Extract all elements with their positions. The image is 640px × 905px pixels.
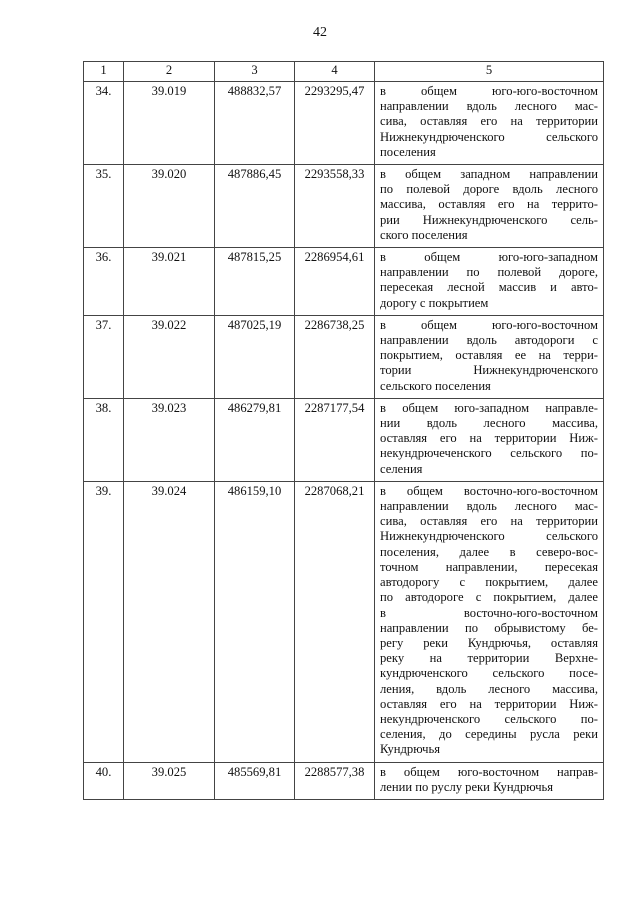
description-line: направлении вдоль лесного мас- <box>380 499 598 514</box>
header-cell: 2 <box>124 62 215 82</box>
point-code: 39.022 <box>124 315 215 398</box>
description-line: по полевой дороге вдоль лесного <box>380 182 598 197</box>
description-line: некундрюченского сельского по- <box>380 711 598 726</box>
description-line: точном направлении, пересекая <box>380 559 598 574</box>
description-line: направлении вдоль автодороги с <box>380 333 598 348</box>
description-line: реку на территории Верхне- <box>380 651 598 666</box>
description-line: в общем юго-юго-восточном <box>380 317 598 332</box>
description-line: в общем юго-юго-восточном <box>380 84 598 98</box>
description-line: Кундрючья <box>380 742 440 757</box>
description-line: направлении по полевой дороге, <box>380 265 598 280</box>
description-line: в общем западном направлении <box>380 167 598 182</box>
table-row <box>84 481 604 762</box>
description-line: сива, оставляя его на территории <box>380 114 598 129</box>
description-line: селения <box>380 461 423 476</box>
row-number: 35. <box>84 165 124 248</box>
coordinate-y: 2287177,54 <box>295 398 375 481</box>
table-row <box>84 248 604 316</box>
description-line: селения, до середины русла реки <box>380 727 598 742</box>
description-line: Нижнекундрюченского сельского <box>380 129 598 144</box>
description-line: нии вдоль лесного массива, <box>380 416 598 431</box>
coordinate-x: 488832,57 <box>215 82 295 165</box>
description-line: кундрюченского сельского посе- <box>380 666 598 681</box>
coordinate-x: 487886,45 <box>215 165 295 248</box>
table-row <box>84 165 604 248</box>
description-line: в общем восточно-юго-восточном <box>380 483 598 498</box>
point-code: 39.020 <box>124 165 215 248</box>
table-row <box>84 762 604 799</box>
coordinate-y: 2286954,61 <box>295 248 375 316</box>
table-header-row <box>84 62 604 82</box>
coordinate-y: 2286738,25 <box>295 315 375 398</box>
description-line: дорогу с покрытием <box>380 295 489 310</box>
point-code: 39.021 <box>124 248 215 316</box>
description-line: в общем юго-восточном направ- <box>380 764 598 779</box>
boundary-points-table <box>83 61 604 800</box>
description-line: покрытием, оставляя ее на терри- <box>380 348 598 363</box>
coordinate-y: 2293295,47 <box>295 82 375 165</box>
description-line: некундрючеченского сельского по- <box>380 446 598 461</box>
description-line: ления, вдоль лесного массива, <box>380 681 598 696</box>
coordinate-x: 485569,81 <box>215 762 295 799</box>
coordinate-x: 486279,81 <box>215 398 295 481</box>
description-line: массива, оставляя его на террито- <box>380 197 598 212</box>
coordinate-x: 487815,25 <box>215 248 295 316</box>
header-cell: 1 <box>84 62 124 82</box>
boundary-description <box>375 398 604 481</box>
description-line: тории Нижнекундрюченского <box>380 363 598 378</box>
description-line: направлении вдоль лесного мас- <box>380 99 598 114</box>
boundary-description <box>375 762 604 799</box>
description-line: пересекая лесной массив и авто- <box>380 280 598 295</box>
coordinate-y: 2287068,21 <box>295 481 375 762</box>
boundary-description <box>375 315 604 398</box>
coordinate-x: 486159,10 <box>215 481 295 762</box>
description-line: в восточно-юго-восточном <box>380 605 598 620</box>
row-number: 40. <box>84 762 124 799</box>
row-number: 39. <box>84 481 124 762</box>
table-row <box>84 82 604 165</box>
boundary-description <box>375 248 604 316</box>
description-line: оставляя его на территории Ниж- <box>380 696 598 711</box>
description-line: в общем юго-юго-западном <box>380 250 598 265</box>
table-row <box>84 315 604 398</box>
description-line: Нижнекундрюченского сельского <box>380 529 598 544</box>
coordinate-y: 2288577,38 <box>295 762 375 799</box>
header-cell: 4 <box>295 62 375 82</box>
row-number: 36. <box>84 248 124 316</box>
description-line: в общем юго-западном направле- <box>380 400 598 415</box>
point-code: 39.023 <box>124 398 215 481</box>
point-code: 39.024 <box>124 481 215 762</box>
description-line: сива, оставляя его на территории <box>380 514 598 529</box>
description-line: автодорогу с покрытием, далее <box>380 575 598 590</box>
coordinate-x: 487025,19 <box>215 315 295 398</box>
boundary-description <box>375 82 604 165</box>
description-line: регу реки Кундрючья, оставляя <box>380 635 598 650</box>
header-cell: 3 <box>215 62 295 82</box>
boundary-description <box>375 481 604 762</box>
boundary-description <box>375 165 604 248</box>
coordinate-y: 2293558,33 <box>295 165 375 248</box>
row-number: 38. <box>84 398 124 481</box>
description-line: сельского поселения <box>380 378 491 393</box>
row-number: 37. <box>84 315 124 398</box>
description-line: поселения <box>380 144 436 159</box>
description-line: поселения, далее в северо-вос- <box>380 544 598 559</box>
header-cell: 5 <box>375 62 604 82</box>
table-row <box>84 398 604 481</box>
description-line: ского поселения <box>380 227 468 242</box>
description-line: рии Нижнекундрюченского сель- <box>380 212 598 227</box>
page-number: 42 <box>313 25 327 40</box>
description-line: лении по руслу реки Кундрючья <box>380 779 554 794</box>
description-line: по автодороге с покрытием, далее <box>380 590 598 605</box>
row-number: 34. <box>84 82 124 165</box>
point-code: 39.025 <box>124 762 215 799</box>
description-line: оставляя его на территории Ниж- <box>380 431 598 446</box>
description-line: направлении по обрывистому бе- <box>380 620 598 635</box>
point-code: 39.019 <box>124 82 215 165</box>
